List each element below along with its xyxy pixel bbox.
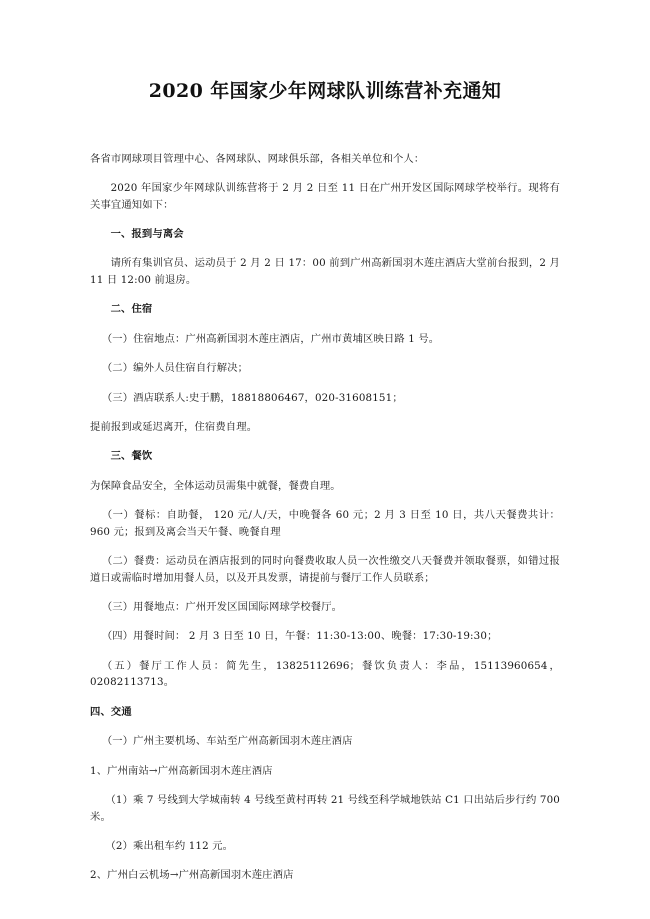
accommodation-note: 提前报到或延迟离开，住宿费自理。 xyxy=(90,420,258,433)
section-heading-transport: 四、交通 xyxy=(90,705,132,718)
transport-route-south-station: 1、广州南站→广州高新国羽木莲庄酒店 xyxy=(90,764,273,777)
page-title: 2020 年国家少年网球队训练营补充通知 xyxy=(148,80,502,102)
transport-route-south-station-metro: （1）乘 7 号线到大学城南转 4 号线至黄村再转 21 号线至科学城地铁站 C1 口出站后步行约 700 米。 xyxy=(90,793,560,823)
section-body-registration: 请所有集训官员、运动员于 2 月 2 日 17：00 前到广州高新国羽木莲庄酒店大堂前台报到，2 月 11 日 12:00 前退房。 xyxy=(90,257,560,286)
section-heading-dining: 三、餐饮 xyxy=(110,450,153,463)
section-heading-accommodation: 二、住宿 xyxy=(110,303,153,316)
dining-item-hours: （四）用餐时间： 2 月 3 日至 10 日，午餐：11:30-13:00、晚餐：17:30-19:30； xyxy=(101,630,498,643)
dining-item-meal-standard: （一）餐标：自助餐， 120 元/人/天，中晚餐各 60 元；2 月 3 日至 10 日，共八天餐费共计：960 元；报到及离会当天午餐、晚餐自理 xyxy=(90,509,560,538)
accommodation-item-external-staff: （二）编外人员住宿自行解决； xyxy=(101,362,249,375)
transport-item-overview: （一）广州主要机场、车站至广州高新国羽木莲庄酒店 xyxy=(101,735,353,748)
accommodation-item-location: （一）住宿地点：广州高新国羽木莲庄酒店，广州市黄埔区映日路 1 号。 xyxy=(101,332,440,345)
dining-item-staff-contact: （五）餐厅工作人员：简先生，13825112696；餐饮负责人：李品，15113960654，02082113713。 xyxy=(90,659,560,689)
document-body xyxy=(90,151,560,884)
dining-item-venue: （三）用餐地点：广州开发区国国际网球学校餐厅。 xyxy=(101,601,343,614)
transport-route-south-station-taxi: （2）乘出租车约 112 元。 xyxy=(105,839,234,852)
salutation: 各省市网球项目管理中心、各网球队、网球俱乐部，各相关单位和个人： xyxy=(90,152,425,165)
section-heading-registration: 一、报到与离会 xyxy=(110,227,184,240)
intro-paragraph: 2020 年国家少年网球队训练营将于 2 月 2 日至 11 日在广州开发区国际网球学校举行。现将有关事宜通知如下： xyxy=(90,181,560,211)
transport-route-baiyun-airport: 2、广州白云机场→广州高新国羽木莲庄酒店 xyxy=(90,869,294,882)
accommodation-item-hotel-contact: （三）酒店联系人:史于鹏，18818806467，020-31608151； xyxy=(101,391,403,404)
dining-body: 为保障食品安全，全体运动员需集中就餐，餐费自理。 xyxy=(90,479,341,492)
dining-item-meal-fee: （二）餐费：运动员在酒店报到的同时向餐费收取人员一次性缴交八天餐费并领取餐票，如错过报道日或需临时增加用餐人员，以及开具发票，请提前与餐厅工作人员联系； xyxy=(90,555,560,584)
